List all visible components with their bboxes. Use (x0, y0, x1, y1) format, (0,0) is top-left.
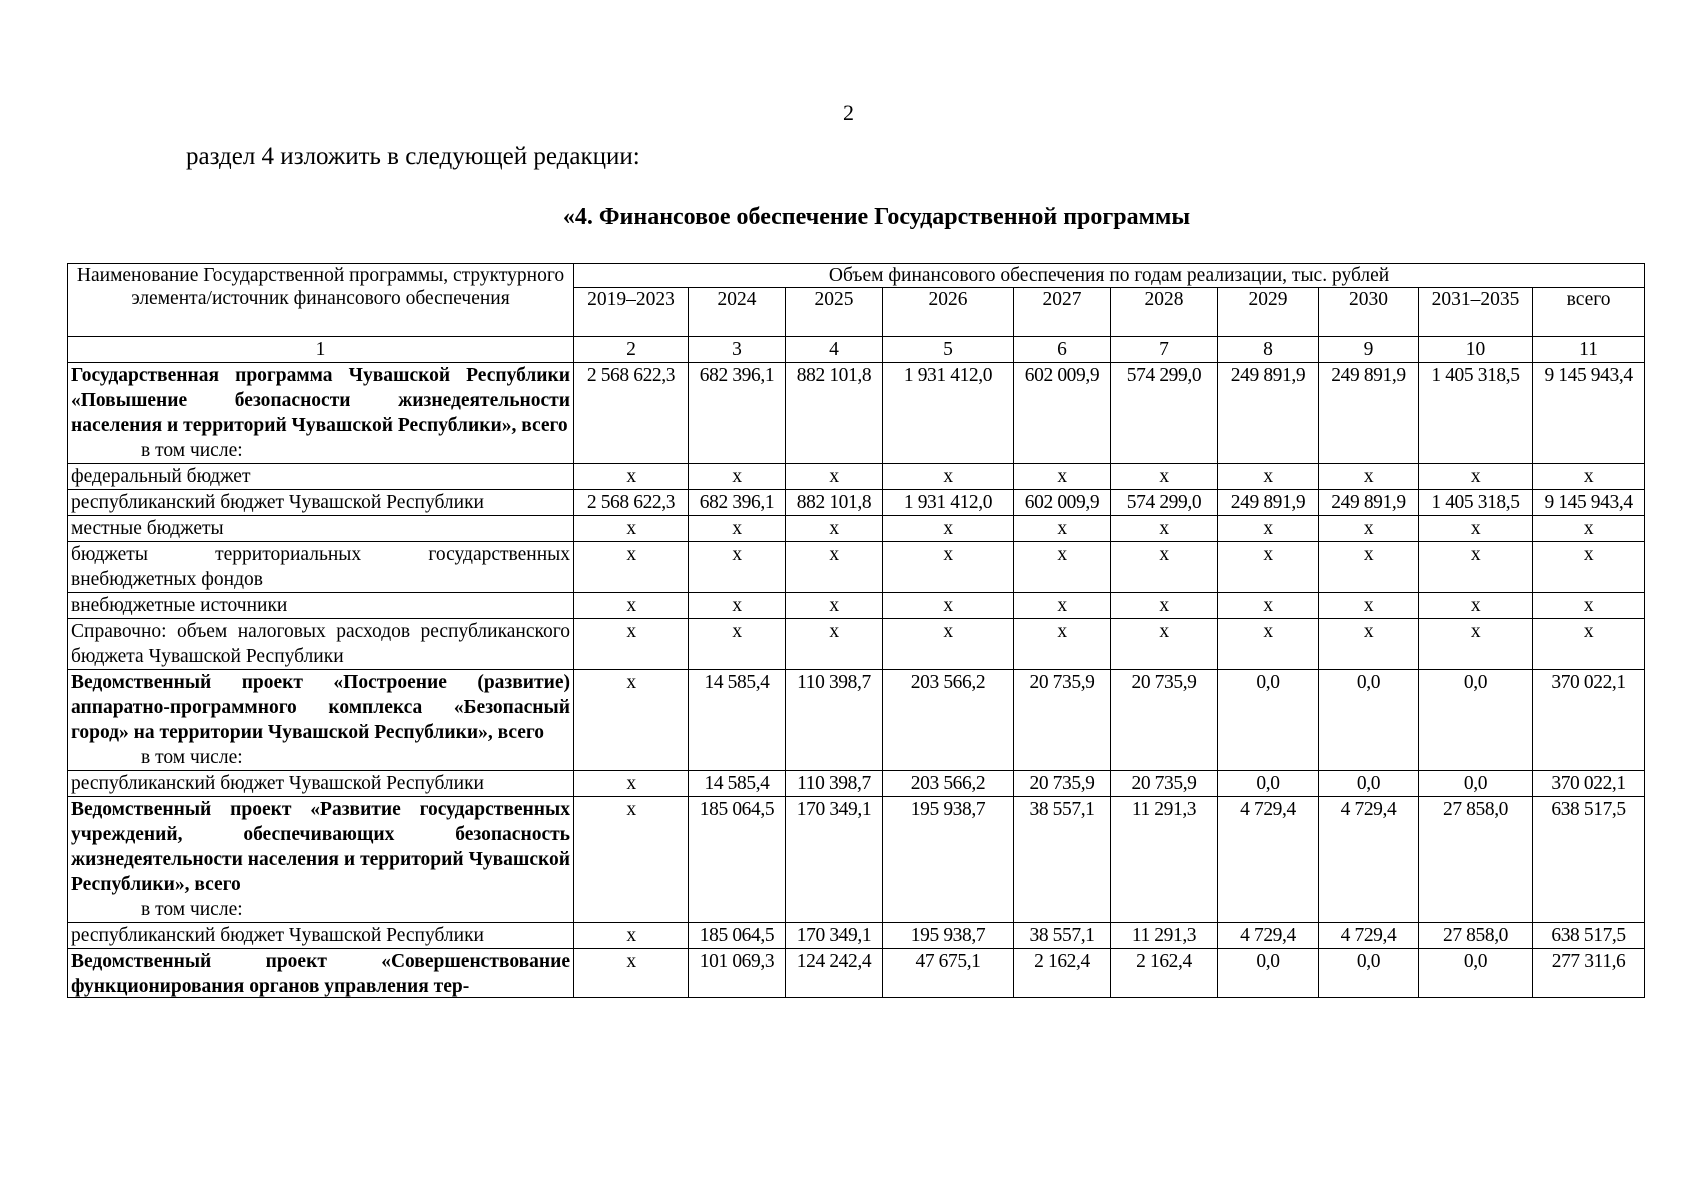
cell-value: х (1014, 464, 1111, 490)
row-name (68, 670, 574, 771)
cell-value: 0,0 (1419, 771, 1533, 797)
table-row (68, 490, 1645, 516)
cell-value: 203 566,2 (883, 670, 1014, 771)
cell-value: х (883, 516, 1014, 542)
cell-value: х (1319, 593, 1419, 619)
section-title-text: «4. Финансовое обеспечение Государственной программы (562, 204, 1191, 230)
cell-value: х (1218, 619, 1319, 670)
column-number: 6 (1014, 337, 1111, 363)
year-header: 2030 (1319, 288, 1419, 337)
cell-value: х (1533, 464, 1645, 490)
financing-table (67, 263, 1645, 998)
cell-value: х (786, 593, 883, 619)
table-row (68, 542, 1645, 593)
cell-value: 1 405 318,5 (1419, 363, 1533, 464)
cell-value: х (786, 619, 883, 670)
table-row (68, 363, 1645, 464)
row-subnote: в том числе: (141, 899, 243, 920)
cell-value: х (883, 542, 1014, 593)
cell-value: х (883, 464, 1014, 490)
year-header: 2028 (1111, 288, 1218, 337)
table-row (68, 797, 1645, 923)
table-row (68, 923, 1645, 949)
row-name: республиканский бюджет Чувашской Республики (68, 771, 574, 797)
cell-value: 124 242,4 (786, 949, 883, 998)
column-number: 9 (1319, 337, 1419, 363)
column-number: 2 (574, 337, 689, 363)
row-name-text: Ведомственный проект «Построение (развитие) аппаратно-программного комплекса «Безопасный город» на территории Чувашской Республики», всего (71, 672, 570, 743)
year-header: 2025 (786, 288, 883, 337)
cell-value: х (1419, 542, 1533, 593)
cell-value: 9 145 943,4 (1533, 363, 1645, 464)
cell-value: 203 566,2 (883, 771, 1014, 797)
cell-value: х (1111, 464, 1218, 490)
cell-value: 249 891,9 (1319, 363, 1419, 464)
cell-value: 2 162,4 (1014, 949, 1111, 998)
cell-value: х (1111, 542, 1218, 593)
cell-value: 170 349,1 (786, 923, 883, 949)
cell-value: х (574, 797, 689, 923)
row-name: бюджеты территориальных государственных внебюджетных фондов (68, 542, 574, 593)
cell-value: 195 938,7 (883, 923, 1014, 949)
year-header: всего (1533, 288, 1645, 337)
cell-value: 574 299,0 (1111, 490, 1218, 516)
row-name (68, 949, 574, 998)
row-name (68, 363, 574, 464)
cell-value: 370 022,1 (1533, 771, 1645, 797)
cell-value: 38 557,1 (1014, 923, 1111, 949)
cell-value: 11 291,3 (1111, 797, 1218, 923)
column-number: 7 (1111, 337, 1218, 363)
cell-value: 195 938,7 (883, 797, 1014, 923)
cell-value: 0,0 (1419, 670, 1533, 771)
cell-value: х (574, 949, 689, 998)
row-subnote: в том числе: (141, 440, 243, 461)
row-name: местные бюджеты (68, 516, 574, 542)
cell-value: 47 675,1 (883, 949, 1014, 998)
cell-value: 110 398,7 (786, 670, 883, 771)
table-row (68, 771, 1645, 797)
cell-value: 38 557,1 (1014, 797, 1111, 923)
cell-value: х (1533, 542, 1645, 593)
cell-value: 27 858,0 (1419, 797, 1533, 923)
cell-value: х (1533, 619, 1645, 670)
cell-value: х (1111, 516, 1218, 542)
cell-value: 249 891,9 (1319, 490, 1419, 516)
cell-value: х (689, 593, 786, 619)
year-header: 2024 (689, 288, 786, 337)
cell-value: 0,0 (1419, 949, 1533, 998)
table-row (68, 670, 1645, 771)
year-header: 2019–2023 (574, 288, 689, 337)
cell-value: 14 585,4 (689, 771, 786, 797)
cell-value: 20 735,9 (1111, 670, 1218, 771)
cell-value: 170 349,1 (786, 797, 883, 923)
cell-value: 0,0 (1218, 670, 1319, 771)
cell-value: х (1319, 516, 1419, 542)
cell-value: х (1014, 593, 1111, 619)
column-number: 11 (1533, 337, 1645, 363)
cell-value: х (574, 542, 689, 593)
cell-value: х (574, 464, 689, 490)
cell-value: х (1111, 593, 1218, 619)
cell-value: 0,0 (1319, 670, 1419, 771)
cell-value: х (786, 516, 883, 542)
cell-value: 574 299,0 (1111, 363, 1218, 464)
cell-value: х (1319, 619, 1419, 670)
cell-value: 20 735,9 (1014, 771, 1111, 797)
table-row (68, 593, 1645, 619)
column-number: 4 (786, 337, 883, 363)
table-row (68, 619, 1645, 670)
cell-value: 0,0 (1218, 771, 1319, 797)
section-title (0, 204, 1697, 231)
cell-value: х (574, 516, 689, 542)
row-name-text: Ведомственный проект «Развитие государственных учреждений, обеспечивающих безопасность жизнедеятельности населения и территорий Чувашской Республики», всего (71, 799, 570, 895)
cell-value: 2 568 622,3 (574, 490, 689, 516)
cell-value: 638 517,5 (1533, 797, 1645, 923)
header-row-group (68, 264, 1645, 288)
cell-value: 4 729,4 (1218, 797, 1319, 923)
cell-value: х (574, 670, 689, 771)
cell-value: 185 064,5 (689, 923, 786, 949)
cell-value: 2 162,4 (1111, 949, 1218, 998)
cell-value: х (1419, 593, 1533, 619)
cell-value: х (574, 593, 689, 619)
cell-value: х (1218, 516, 1319, 542)
column-number: 8 (1218, 337, 1319, 363)
cell-value: 602 009,9 (1014, 363, 1111, 464)
row-subnote: в том числе: (141, 747, 243, 768)
cell-value: 4 729,4 (1218, 923, 1319, 949)
cell-value: 249 891,9 (1218, 363, 1319, 464)
cell-value: х (883, 619, 1014, 670)
cell-value: 14 585,4 (689, 670, 786, 771)
cell-value: х (786, 542, 883, 593)
cell-value: 9 145 943,4 (1533, 490, 1645, 516)
cell-value: 185 064,5 (689, 797, 786, 923)
cell-value: х (1319, 542, 1419, 593)
intro-text: раздел 4 изложить в следующей редакции: (186, 143, 640, 170)
cell-value: 249 891,9 (1218, 490, 1319, 516)
cell-value: х (689, 619, 786, 670)
cell-value: 101 069,3 (689, 949, 786, 998)
year-header: 2031–2035 (1419, 288, 1533, 337)
cell-value: х (574, 771, 689, 797)
row-name-text: Государственная программа Чувашской Республики «Повышение безопасности жизнедеятельности населения и территорий Чувашской Республики», всего (71, 365, 570, 436)
table-row (68, 464, 1645, 490)
table-row (68, 949, 1645, 998)
cell-value: 682 396,1 (689, 363, 786, 464)
cell-value: 11 291,3 (1111, 923, 1218, 949)
cell-value: 370 022,1 (1533, 670, 1645, 771)
year-header: 2026 (883, 288, 1014, 337)
cell-value: х (1419, 516, 1533, 542)
row-name: республиканский бюджет Чувашской Республики (68, 923, 574, 949)
cell-value: 638 517,5 (1533, 923, 1645, 949)
cell-value: х (1533, 593, 1645, 619)
cell-value: 27 858,0 (1419, 923, 1533, 949)
row-name (68, 797, 574, 923)
cell-value: х (1218, 542, 1319, 593)
row-name: Справочно: объем налоговых расходов республиканского бюджета Чувашской Республики (68, 619, 574, 670)
cell-value: 602 009,9 (1014, 490, 1111, 516)
cell-value: 1 931 412,0 (883, 490, 1014, 516)
cell-value: х (689, 542, 786, 593)
cell-value: х (1419, 619, 1533, 670)
financing-group-header: Объем финансового обеспечения по годам реализации, тыс. рублей (574, 264, 1645, 288)
row-name: внебюджетные источники (68, 593, 574, 619)
year-header: 2029 (1218, 288, 1319, 337)
cell-value: 277 311,6 (1533, 949, 1645, 998)
cell-value: х (1419, 464, 1533, 490)
cell-value: х (786, 464, 883, 490)
cell-value: 882 101,8 (786, 363, 883, 464)
cell-value: х (1319, 464, 1419, 490)
row-name: республиканский бюджет Чувашской Республики (68, 490, 574, 516)
cell-value: х (1014, 542, 1111, 593)
cell-value: 20 735,9 (1014, 670, 1111, 771)
cell-value: х (1014, 619, 1111, 670)
cell-value: 1 931 412,0 (883, 363, 1014, 464)
cell-value: 0,0 (1319, 771, 1419, 797)
cell-value: х (689, 516, 786, 542)
row-name-text: Ведомственный проект «Совершенствование функционирования органов управления тер- (71, 951, 570, 997)
name-column-header: Наименование Государственной программы, структурного элемента/источник финансового обеспечения (68, 264, 574, 337)
cell-value: х (1218, 464, 1319, 490)
cell-value: 882 101,8 (786, 490, 883, 516)
page-number: 2 (843, 100, 854, 125)
cell-value: х (1014, 516, 1111, 542)
column-number: 1 (68, 337, 574, 363)
column-number-row (68, 337, 1645, 363)
cell-value: 4 729,4 (1319, 923, 1419, 949)
cell-value: 1 405 318,5 (1419, 490, 1533, 516)
cell-value: х (574, 923, 689, 949)
year-header: 2027 (1014, 288, 1111, 337)
cell-value: 20 735,9 (1111, 771, 1218, 797)
row-name: федеральный бюджет (68, 464, 574, 490)
cell-value: х (1111, 619, 1218, 670)
cell-value: х (574, 619, 689, 670)
cell-value: 110 398,7 (786, 771, 883, 797)
cell-value: х (1218, 593, 1319, 619)
cell-value: 682 396,1 (689, 490, 786, 516)
cell-value: 4 729,4 (1319, 797, 1419, 923)
cell-value: 2 568 622,3 (574, 363, 689, 464)
column-number: 10 (1419, 337, 1533, 363)
cell-value: 0,0 (1218, 949, 1319, 998)
column-number: 5 (883, 337, 1014, 363)
cell-value: х (689, 464, 786, 490)
cell-value: х (1533, 516, 1645, 542)
table-row (68, 516, 1645, 542)
column-number: 3 (689, 337, 786, 363)
cell-value: 0,0 (1319, 949, 1419, 998)
cell-value: х (883, 593, 1014, 619)
